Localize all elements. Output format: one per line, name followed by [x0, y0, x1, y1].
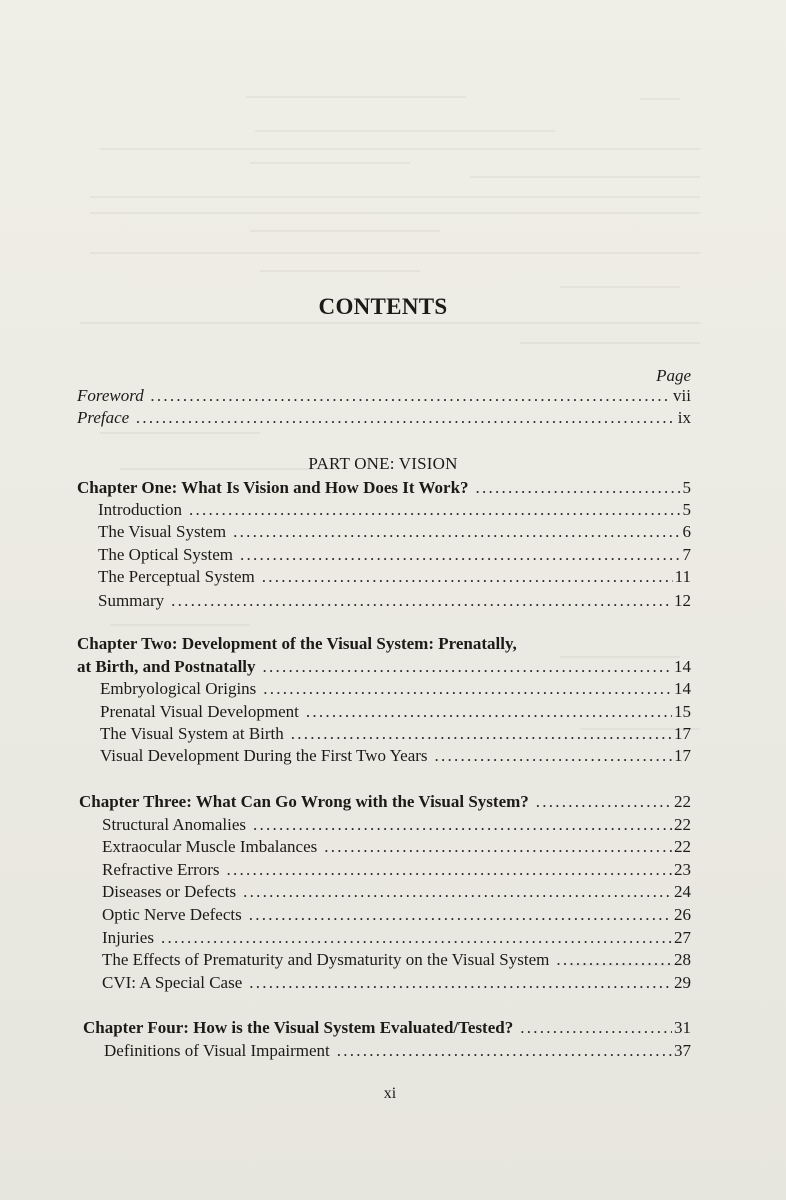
toc-section[interactable]	[98, 522, 691, 542]
section-label: Prenatal Visual Development	[100, 702, 299, 721]
page-column-label: Page	[656, 366, 691, 385]
section-page: 23	[674, 860, 691, 879]
section-page: 5	[682, 500, 691, 519]
part-heading: PART ONE: VISION	[308, 454, 458, 473]
toc-entry-foreword[interactable]	[77, 386, 691, 406]
dot-leader	[536, 792, 672, 812]
section-label: The Perceptual System	[98, 567, 255, 586]
section-label: Definitions of Visual Impairment	[104, 1041, 330, 1060]
section-label: Diseases or Defects	[102, 882, 237, 901]
toc-chapter-3[interactable]	[79, 792, 691, 812]
chapter-title-line[interactable]: Chapter Two: Development of the Visual System: Prenatally,	[77, 634, 517, 653]
toc-entry-preface[interactable]	[77, 408, 691, 428]
dot-leader	[435, 746, 672, 766]
dot-leader	[291, 724, 672, 744]
section-page: 26	[674, 905, 691, 924]
section-page: 22	[674, 815, 691, 834]
dot-leader	[151, 386, 671, 406]
section-page: 22	[674, 837, 691, 856]
toc-section[interactable]	[98, 591, 691, 611]
section-page: 24	[674, 882, 691, 901]
dot-leader	[337, 1041, 672, 1061]
section-label: The Optical System	[98, 545, 234, 564]
dot-leader	[161, 928, 672, 948]
dot-leader	[324, 837, 672, 857]
page-title: CONTENTS	[318, 294, 448, 319]
chapter-page: 14	[674, 657, 691, 676]
section-page: 7	[682, 545, 691, 564]
section-page: 15	[674, 702, 691, 721]
section-label: Structural Anomalies	[102, 815, 247, 834]
section-page: 17	[674, 724, 691, 743]
section-label: Embryological Origins	[100, 679, 257, 698]
dot-leader	[476, 478, 681, 498]
section-page: 6	[682, 522, 691, 541]
dot-leader	[233, 522, 680, 542]
toc-section[interactable]	[100, 679, 691, 699]
dot-leader	[136, 408, 676, 428]
toc-section[interactable]	[100, 724, 691, 744]
section-label: Optic Nerve Defects	[102, 905, 242, 924]
section-page: 12	[674, 591, 691, 610]
section-label: Introduction	[98, 500, 183, 519]
toc-section[interactable]	[102, 815, 691, 835]
chapter-title: Chapter One: What Is Vision and How Does It Work?	[77, 478, 469, 497]
dot-leader	[171, 591, 672, 611]
chapter-page: 5	[682, 478, 691, 497]
toc-section[interactable]	[102, 905, 691, 925]
dot-leader	[249, 905, 672, 925]
page-number: xi	[383, 1085, 397, 1102]
chapter-title: at Birth, and Postnatally	[77, 657, 256, 676]
toc-section[interactable]	[102, 882, 691, 902]
toc-entry-page: ix	[677, 408, 691, 427]
toc-section[interactable]	[98, 545, 691, 565]
section-label: Refractive Errors	[102, 860, 220, 879]
section-label: The Visual System at Birth	[100, 724, 284, 743]
toc-section[interactable]	[100, 702, 691, 722]
toc-chapter-2[interactable]	[77, 657, 691, 677]
toc-entry-label: Foreword	[77, 386, 144, 405]
dot-leader	[189, 500, 680, 520]
dot-leader	[253, 815, 672, 835]
dot-leader	[249, 973, 672, 993]
section-label: The Effects of Prematurity and Dysmaturity on the Visual System	[102, 950, 550, 969]
dot-leader	[227, 860, 672, 880]
chapter-title: Chapter Four: How is the Visual System Evaluated/Tested?	[83, 1018, 514, 1037]
toc-entry-page: vii	[673, 386, 691, 405]
toc-section[interactable]	[104, 1041, 691, 1061]
chapter-title: Chapter Three: What Can Go Wrong with the Visual System?	[79, 792, 529, 811]
toc-section[interactable]	[102, 950, 691, 970]
toc-chapter-1[interactable]	[77, 478, 691, 498]
dot-leader	[263, 679, 672, 699]
section-page: 14	[674, 679, 691, 698]
section-label: Summary	[98, 591, 165, 610]
toc-section[interactable]	[102, 860, 691, 880]
chapter-page: 31	[674, 1018, 691, 1037]
dot-leader	[240, 545, 680, 565]
chapter-page: 22	[674, 792, 691, 811]
section-label: The Visual System	[98, 522, 227, 541]
toc-entry-label: Preface	[77, 408, 130, 427]
toc-section[interactable]	[102, 928, 691, 948]
section-label: CVI: A Special Case	[102, 973, 243, 992]
toc-section[interactable]	[98, 567, 691, 587]
dot-leader	[243, 882, 672, 902]
section-page: 11	[674, 567, 691, 586]
toc-chapter-4[interactable]	[83, 1018, 691, 1038]
toc-section[interactable]	[100, 746, 691, 766]
section-page: 27	[674, 928, 691, 947]
section-label: Visual Development During the First Two Years	[100, 746, 428, 765]
toc-section[interactable]	[102, 837, 691, 857]
toc-section[interactable]	[102, 973, 691, 993]
dot-leader	[556, 950, 672, 970]
section-page: 29	[674, 973, 691, 992]
section-page: 28	[674, 950, 691, 969]
section-label: Extraocular Muscle Imbalances	[102, 837, 318, 856]
dot-leader	[263, 657, 672, 677]
dot-leader	[262, 567, 673, 587]
dot-leader	[520, 1018, 672, 1038]
section-page: 17	[674, 746, 691, 765]
toc-section[interactable]	[98, 500, 691, 520]
section-page: 37	[674, 1041, 691, 1060]
section-label: Injuries	[102, 928, 154, 947]
dot-leader	[306, 702, 672, 722]
